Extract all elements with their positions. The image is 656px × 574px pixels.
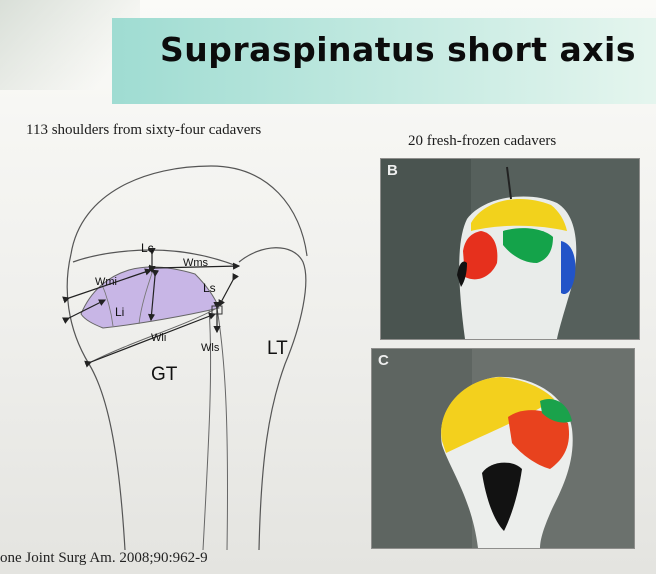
label-gt: GT: [151, 364, 178, 385]
articular-margin: [73, 250, 237, 266]
label-lc: Lc: [141, 241, 154, 255]
specimen-b-drawing: [381, 159, 639, 339]
photo-b-label: B: [387, 162, 398, 179]
citation-footer: one Joint Surg Am. 2008;90:962-9: [0, 550, 208, 566]
humeral-head-outline: [71, 166, 307, 256]
label-li: Li: [115, 305, 125, 319]
label-wmi: Wmi: [95, 276, 117, 288]
right-caption: 20 fresh-frozen cadavers: [408, 133, 557, 149]
label-ls: Ls: [203, 281, 216, 295]
slide-title: Supraspinatus short axis: [160, 30, 637, 69]
label-wms: Wms: [183, 257, 209, 269]
humerus-diagram: [55, 158, 375, 550]
specimen-c-drawing: [372, 349, 634, 548]
specimen-photo-c: [371, 348, 635, 549]
left-caption: 113 shoulders from sixty-four cadavers: [26, 122, 262, 138]
label-wli: Wli: [151, 332, 167, 344]
photo-c-label: C: [378, 352, 389, 369]
lesser-tuberosity-outline: [239, 248, 306, 550]
specimen-photo-b: [380, 158, 640, 340]
label-wls: Wls: [201, 342, 220, 354]
ls-arrow: [219, 280, 233, 306]
label-lt: LT: [267, 338, 288, 359]
